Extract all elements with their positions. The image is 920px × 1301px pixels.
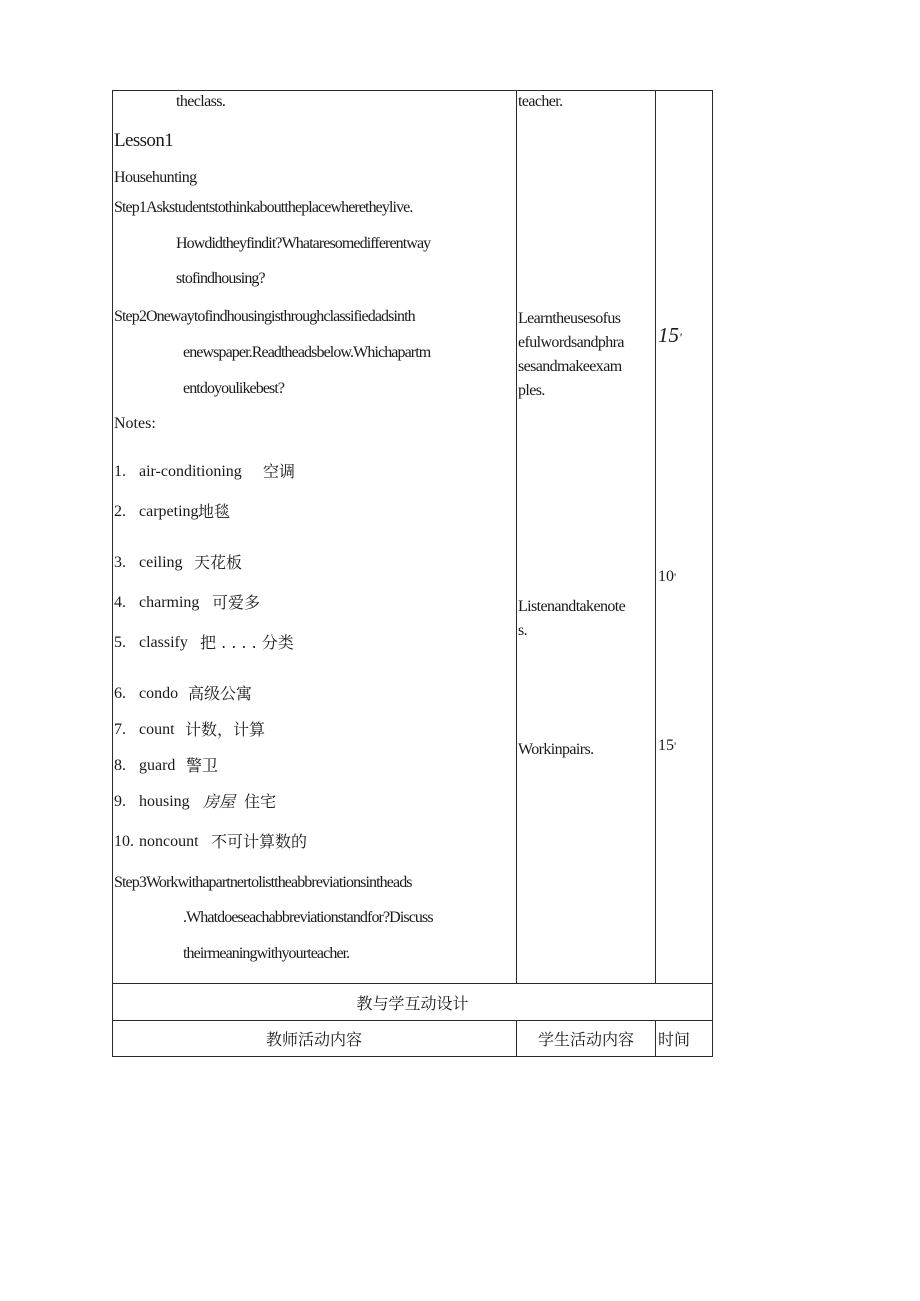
note-term: classify: [139, 634, 188, 651]
time-value: 15: [658, 737, 674, 754]
note-number: 5.: [114, 634, 126, 651]
step2-line2: enewspaper.Readtheadsbelow.Whichapartm: [183, 344, 431, 361]
note-term: air-conditioning: [139, 463, 242, 480]
notes-label: Notes:: [114, 415, 156, 432]
note-number: 2.: [114, 503, 126, 520]
minute-mark: ': [674, 570, 677, 584]
note-translation: 空调: [263, 462, 296, 481]
note-translation: 住宅: [244, 792, 277, 811]
note-translation: 把 . . . . 分类: [200, 633, 294, 652]
student-learn-line1: Learntheusesofus: [518, 310, 621, 327]
step1-line3: stofindhousing?: [176, 270, 265, 287]
note-number: 9.: [114, 793, 126, 810]
table-right-border: [712, 90, 713, 1057]
note-item: [114, 462, 296, 482]
row-divider-section-title: [112, 1020, 713, 1021]
note-translation: 高级公寓: [188, 684, 253, 703]
student-learn-line2: efulwordsandphra: [518, 334, 624, 351]
time-value: 15: [658, 323, 679, 347]
student-learn-line4: ples.: [518, 382, 545, 399]
note-translation: 地毯: [198, 502, 231, 521]
note-number: 1.: [114, 463, 126, 480]
table-top-border: [112, 90, 713, 91]
note-item: [114, 633, 294, 653]
note-item: [114, 593, 261, 613]
student-teacher: teacher.: [518, 93, 563, 110]
note-item: [114, 832, 308, 852]
note-term: carpeting: [139, 503, 199, 520]
step3-line3: theirmeaningwithyourteacher.: [183, 945, 350, 962]
step3-line1: Step3Workwithapartnertolisttheabbreviationsintheads: [114, 874, 412, 891]
note-item: [114, 684, 253, 704]
student-listen-line2: s.: [518, 622, 528, 639]
minute-mark: ': [674, 739, 677, 753]
note-item: [114, 502, 231, 522]
note-term: guard: [139, 757, 176, 774]
header-student-activity: 学生活动内容: [537, 1030, 634, 1049]
note-item: [114, 756, 219, 776]
note-translation: 天花板: [194, 553, 243, 572]
table-left-border: [112, 90, 113, 1057]
column-divider-student: [516, 90, 517, 984]
note-number: 4.: [114, 594, 126, 611]
student-learn-line3: sesandmakeexam: [518, 358, 622, 375]
note-translation-italic: 房屋: [203, 792, 236, 811]
lesson-title: Lesson1: [114, 130, 174, 151]
step1-line2: Howdidtheyfindit?Whataresomedifferentway: [176, 235, 431, 252]
step2-line3: entdoyoulikebest?: [183, 380, 285, 397]
row-divider-main-bottom: [112, 983, 713, 984]
note-number: 6.: [114, 685, 126, 702]
note-term: condo: [139, 685, 179, 702]
note-term: housing: [139, 793, 190, 810]
step2-line1: Step2Onewaytofindhousingisthroughclassifiedadsinth: [114, 308, 415, 325]
note-translation: 警卫: [186, 756, 219, 775]
note-term: count: [139, 721, 175, 738]
note-number: 10.: [114, 833, 134, 850]
time-value: 10: [658, 568, 674, 585]
step3-line2: .Whatdoeseachabbreviationstandfor?Discuss: [183, 909, 433, 926]
note-translation: 可爱多: [212, 593, 261, 612]
note-number: 7.: [114, 721, 126, 738]
step1-line1: Step1Askstudentstothinkabouttheplacewheretheylive.: [114, 199, 413, 216]
header-teacher-activity: 教师活动内容: [265, 1030, 362, 1049]
section-title: 教与学互动设计: [356, 994, 469, 1013]
note-item: [114, 720, 266, 740]
note-translation: 不可计算数的: [211, 832, 308, 851]
note-item: [114, 792, 277, 812]
note-translation: 计数，计算: [185, 720, 266, 739]
note-number: 8.: [114, 757, 126, 774]
table-bottom-border: [112, 1056, 713, 1057]
time-10: [658, 567, 676, 587]
text-the-class: theclass.: [176, 93, 226, 110]
note-term: noncount: [139, 833, 199, 850]
time-15-second: [658, 736, 676, 756]
header-time: 时间: [658, 1030, 691, 1049]
student-pairs: Workinpairs.: [518, 741, 594, 758]
note-term: ceiling: [139, 554, 183, 571]
lesson-subtitle: Househunting: [114, 169, 197, 186]
student-listen-line1: Listenandtakenote: [518, 598, 626, 615]
note-number: 3.: [114, 554, 126, 571]
minute-mark: ': [679, 330, 682, 345]
time-15-first: [658, 325, 682, 348]
footer-divider-time: [655, 1020, 656, 1057]
column-divider-time: [655, 90, 656, 984]
note-item: [114, 553, 243, 573]
note-term: charming: [139, 594, 200, 611]
